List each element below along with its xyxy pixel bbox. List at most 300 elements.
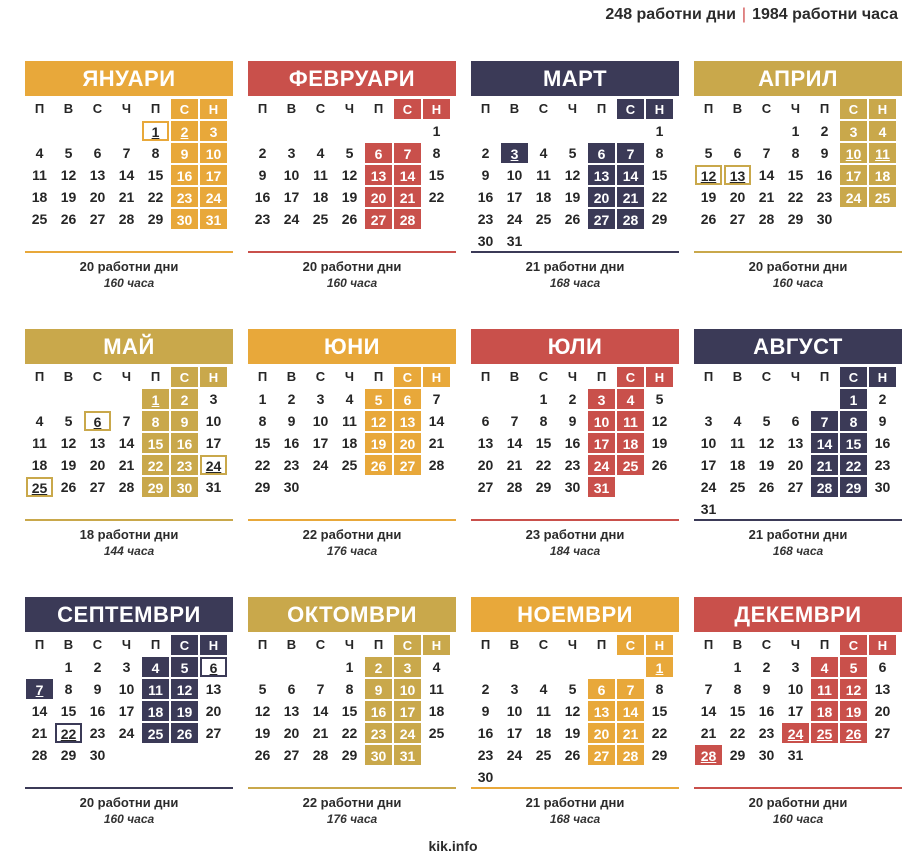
day-cell: 31: [587, 476, 616, 498]
day-cell: 24: [199, 186, 228, 208]
empty-cell: [83, 120, 112, 142]
empty-cell: [694, 120, 723, 142]
day-cell: 19: [651, 435, 668, 451]
day-cell: 3: [209, 391, 218, 407]
weekday-label: С: [170, 634, 199, 656]
month-title: ФЕВРУАРИ: [248, 61, 456, 96]
day-cell: 18: [810, 700, 839, 722]
day-cell: 13: [283, 703, 300, 719]
day-cell: 29: [141, 476, 170, 498]
day-cell: 11: [536, 703, 551, 719]
weekday-label: С: [92, 369, 103, 384]
day-cell: 9: [878, 413, 887, 429]
weekday-label: Ч: [567, 369, 578, 384]
weekday-label: П: [703, 369, 714, 384]
day-cell: 22: [141, 454, 170, 476]
day-cell: 25: [810, 722, 839, 744]
day-cell: 29: [651, 211, 668, 227]
month-title: ЮЛИ: [471, 329, 679, 364]
day-cell: 16: [477, 189, 494, 205]
working-hours-count: 168 часа: [549, 812, 601, 826]
working-days-count: 18 работни дни: [79, 527, 179, 542]
month-block: [694, 61, 902, 311]
empty-cell: [471, 120, 500, 142]
holiday-cell: 1: [141, 120, 170, 142]
weekday-label: С: [170, 366, 199, 388]
day-cell: 26: [364, 454, 393, 476]
month-days-grid: [694, 366, 902, 520]
day-cell: 7: [432, 391, 441, 407]
month-days-grid: [694, 98, 902, 230]
working-days-count: 23 работни дни: [525, 527, 625, 542]
weekday-label: С: [393, 634, 422, 656]
day-cell: 23: [758, 725, 775, 741]
weekday-label: В: [286, 637, 297, 652]
weekday-label: П: [480, 369, 491, 384]
day-cell: 1: [839, 388, 868, 410]
day-cell: 7: [616, 678, 645, 700]
weekday-label: Ч: [790, 637, 801, 652]
day-cell: 2: [287, 391, 296, 407]
day-cell: 21: [118, 457, 135, 473]
day-cell: 5: [64, 413, 73, 429]
day-cell: 30: [364, 744, 393, 766]
day-cell: 19: [364, 432, 393, 454]
day-cell: 19: [564, 725, 581, 741]
day-cell: 20: [89, 457, 106, 473]
day-cell: 9: [364, 678, 393, 700]
day-cell: 25: [31, 211, 48, 227]
day-cell: 7: [704, 681, 713, 697]
weekday-label: П: [257, 637, 268, 652]
day-cell: 28: [312, 747, 329, 763]
day-cell: 15: [141, 432, 170, 454]
day-cell: 20: [364, 186, 393, 208]
weekday-label: В: [509, 637, 520, 652]
day-cell: 26: [839, 722, 868, 744]
day-cell: 25: [312, 211, 329, 227]
weekday-label: С: [761, 101, 772, 116]
day-cell: 31: [205, 479, 222, 495]
empty-cell: [25, 656, 54, 678]
day-cell: 28: [616, 744, 645, 766]
weekday-label: Ч: [344, 101, 355, 116]
empty-cell: [558, 120, 587, 142]
weekday-label: П: [596, 637, 607, 652]
weekday-label: П: [596, 369, 607, 384]
day-cell: 26: [60, 211, 77, 227]
day-cell: 10: [393, 678, 422, 700]
day-cell: 7: [25, 678, 54, 700]
day-cell: 31: [787, 747, 804, 763]
day-cell: 18: [31, 457, 48, 473]
day-cell: 16: [564, 435, 581, 451]
holiday-cell: 13: [723, 164, 752, 186]
day-cell: 7: [316, 681, 325, 697]
day-cell: 24: [839, 186, 868, 208]
day-cell: 27: [89, 211, 106, 227]
day-cell: 30: [170, 208, 199, 230]
weekday-label: П: [150, 101, 161, 116]
day-cell: 27: [587, 208, 616, 230]
month-summary: [694, 787, 902, 826]
empty-cell: [616, 656, 645, 678]
day-cell: 23: [477, 211, 494, 227]
day-cell: 14: [810, 432, 839, 454]
day-cell: 20: [587, 722, 616, 744]
day-cell: 21: [700, 725, 717, 741]
day-cell: 31: [393, 744, 422, 766]
day-cell: 9: [568, 413, 577, 429]
day-cell: 20: [89, 189, 106, 205]
empty-cell: [587, 656, 616, 678]
month-title: МАЙ: [25, 329, 233, 364]
day-cell: 29: [839, 476, 868, 498]
day-cell: 29: [651, 747, 668, 763]
working-days-count: 20 работни дни: [302, 259, 402, 274]
working-hours-count: 144 часа: [103, 544, 155, 558]
weekday-label: С: [538, 369, 549, 384]
day-cell: 3: [587, 388, 616, 410]
day-cell: 11: [313, 167, 328, 183]
month-summary: [694, 251, 902, 290]
day-cell: 5: [704, 145, 713, 161]
working-hours-count: 160 часа: [772, 276, 824, 290]
day-cell: 21: [758, 189, 775, 205]
day-cell: 19: [170, 700, 199, 722]
working-hours-count: 176 часа: [326, 812, 378, 826]
day-cell: 5: [170, 656, 199, 678]
day-cell: 24: [781, 722, 810, 744]
day-cell: 10: [118, 681, 135, 697]
weekday-label: С: [315, 369, 326, 384]
weekday-label: Ч: [344, 637, 355, 652]
day-cell: 18: [31, 189, 48, 205]
empty-cell: [277, 656, 306, 678]
weekday-label: В: [286, 101, 297, 116]
day-cell: 4: [141, 656, 170, 678]
day-cell: 20: [477, 457, 494, 473]
day-cell: 30: [874, 479, 891, 495]
weekday-label: Ч: [567, 101, 578, 116]
day-cell: 2: [820, 123, 829, 139]
day-cell: 25: [868, 186, 897, 208]
weekday-label: П: [480, 637, 491, 652]
month-days-grid: [471, 98, 679, 252]
day-cell: 18: [428, 703, 445, 719]
day-cell: 8: [345, 681, 354, 697]
weekday-label: Ч: [121, 637, 132, 652]
day-cell: 29: [60, 747, 77, 763]
day-cell: 3: [500, 142, 529, 164]
total-working-hours: 1984 работни часа: [752, 6, 898, 23]
month-block: [25, 329, 233, 579]
day-cell: 22: [254, 457, 271, 473]
day-cell: 18: [616, 432, 645, 454]
empty-cell: [529, 656, 558, 678]
weekday-label: Н: [199, 98, 228, 120]
day-cell: 26: [341, 211, 358, 227]
day-cell: 21: [31, 725, 48, 741]
day-cell: 1: [791, 123, 800, 139]
weekday-label: С: [839, 98, 868, 120]
empty-cell: [25, 388, 54, 410]
day-cell: 22: [147, 189, 164, 205]
weekday-label: П: [257, 101, 268, 116]
day-cell: 26: [758, 479, 775, 495]
holiday-cell: 25: [25, 476, 54, 498]
day-cell: 28: [118, 211, 135, 227]
day-cell: 19: [254, 725, 271, 741]
day-cell: 30: [477, 769, 494, 785]
empty-cell: [723, 120, 752, 142]
day-cell: 19: [341, 189, 358, 205]
day-cell: 14: [616, 700, 645, 722]
month-summary: [471, 519, 679, 558]
empty-cell: [364, 120, 393, 142]
day-cell: 14: [758, 167, 775, 183]
month-title: ДЕКЕМВРИ: [694, 597, 902, 632]
weekday-label: П: [257, 369, 268, 384]
empty-cell: [752, 120, 781, 142]
day-cell: 20: [283, 725, 300, 741]
day-cell: 21: [616, 186, 645, 208]
day-cell: 23: [89, 725, 106, 741]
day-cell: 27: [393, 454, 422, 476]
day-cell: 21: [118, 189, 135, 205]
day-cell: 9: [258, 167, 267, 183]
day-cell: 15: [651, 167, 668, 183]
day-cell: 18: [312, 189, 329, 205]
day-cell: 17: [393, 700, 422, 722]
day-cell: 4: [316, 145, 325, 161]
weekday-label: П: [819, 101, 830, 116]
holiday-cell: 12: [694, 164, 723, 186]
day-cell: 3: [510, 681, 519, 697]
empty-cell: [83, 388, 112, 410]
empty-cell: [112, 120, 141, 142]
weekday-label: В: [732, 369, 743, 384]
empty-cell: [248, 120, 277, 142]
day-cell: 12: [254, 703, 271, 719]
empty-cell: [471, 388, 500, 410]
day-cell: 21: [312, 725, 329, 741]
day-cell: 9: [170, 410, 199, 432]
month-summary: [248, 519, 456, 558]
empty-cell: [54, 120, 83, 142]
day-cell: 10: [839, 142, 868, 164]
weekday-label: В: [63, 369, 74, 384]
weekday-label: С: [538, 637, 549, 652]
weekday-label: С: [92, 101, 103, 116]
day-cell: 29: [787, 211, 804, 227]
day-cell: 12: [60, 167, 77, 183]
day-cell: 18: [535, 725, 552, 741]
day-cell: 1: [645, 656, 674, 678]
day-cell: 24: [393, 722, 422, 744]
day-cell: 12: [60, 435, 77, 451]
day-cell: 23: [477, 747, 494, 763]
day-cell: 28: [810, 476, 839, 498]
day-cell: 9: [287, 413, 296, 429]
day-cell: 27: [477, 479, 494, 495]
day-cell: 6: [733, 145, 742, 161]
weekday-label: Н: [868, 98, 897, 120]
day-cell: 17: [839, 164, 868, 186]
empty-cell: [500, 120, 529, 142]
day-cell: 20: [874, 703, 891, 719]
day-cell: 28: [428, 457, 445, 473]
day-cell: 15: [60, 703, 77, 719]
month-title: ОКТОМВРИ: [248, 597, 456, 632]
weekday-label: П: [34, 637, 45, 652]
working-hours-count: 160 часа: [326, 276, 378, 290]
weekday-label: Н: [422, 634, 451, 656]
month-days-grid: [248, 366, 456, 498]
empty-cell: [335, 120, 364, 142]
day-cell: 14: [312, 703, 329, 719]
day-cell: 5: [568, 681, 577, 697]
empty-cell: [752, 388, 781, 410]
day-cell: 11: [429, 681, 444, 697]
weekday-label: П: [34, 369, 45, 384]
day-cell: 8: [791, 145, 800, 161]
day-cell: 11: [616, 410, 645, 432]
day-cell: 8: [655, 145, 664, 161]
empty-cell: [306, 656, 335, 678]
day-cell: 1: [141, 388, 170, 410]
day-cell: 21: [428, 435, 445, 451]
empty-cell: [25, 120, 54, 142]
day-cell: 4: [733, 413, 742, 429]
weekday-label: П: [373, 637, 384, 652]
day-cell: 8: [539, 413, 548, 429]
day-cell: 5: [64, 145, 73, 161]
day-cell: 25: [535, 211, 552, 227]
working-hours-count: 160 часа: [103, 812, 155, 826]
weekday-label: С: [761, 637, 772, 652]
weekday-label: Ч: [567, 637, 578, 652]
month-block: [248, 597, 456, 847]
weekday-label: В: [63, 637, 74, 652]
weekday-label: В: [63, 101, 74, 116]
day-cell: 7: [810, 410, 839, 432]
day-cell: 27: [89, 479, 106, 495]
day-cell: 29: [147, 211, 164, 227]
day-cell: 15: [651, 703, 668, 719]
month-summary: [694, 519, 902, 558]
day-cell: 1: [258, 391, 267, 407]
day-cell: 20: [393, 432, 422, 454]
weekday-label: П: [34, 101, 45, 116]
day-cell: 24: [283, 211, 300, 227]
day-cell: 30: [758, 747, 775, 763]
weekday-label: С: [616, 98, 645, 120]
day-cell: 6: [364, 142, 393, 164]
day-cell: 22: [839, 454, 868, 476]
day-cell: 4: [35, 413, 44, 429]
day-cell: 3: [199, 120, 228, 142]
day-cell: 22: [729, 725, 746, 741]
month-title: ЮНИ: [248, 329, 456, 364]
day-cell: 18: [341, 435, 358, 451]
empty-cell: [500, 656, 529, 678]
day-cell: 4: [810, 656, 839, 678]
weekday-label: П: [150, 369, 161, 384]
day-cell: 4: [539, 681, 548, 697]
month-block: [25, 61, 233, 311]
day-cell: 7: [510, 413, 519, 429]
day-cell: 26: [564, 747, 581, 763]
month-days-grid: [694, 634, 902, 766]
day-cell: 15: [729, 703, 746, 719]
weekday-label: Н: [645, 98, 674, 120]
day-cell: 10: [787, 681, 804, 697]
day-cell: 2: [878, 391, 887, 407]
day-cell: 30: [283, 479, 300, 495]
day-cell: 22: [535, 457, 552, 473]
empty-cell: [248, 656, 277, 678]
weekday-label: Н: [645, 366, 674, 388]
day-cell: 11: [141, 678, 170, 700]
day-cell: 7: [122, 145, 131, 161]
day-cell: 25: [729, 479, 746, 495]
day-cell: 13: [477, 435, 494, 451]
day-cell: 14: [616, 164, 645, 186]
day-cell: 17: [199, 164, 228, 186]
day-cell: 17: [506, 725, 523, 741]
day-cell: 10: [506, 167, 523, 183]
weekday-label: Н: [868, 366, 897, 388]
working-days-count: 21 работни дни: [525, 259, 625, 274]
day-cell: 2: [568, 391, 577, 407]
day-cell: 29: [729, 747, 746, 763]
day-cell: 5: [364, 388, 393, 410]
day-cell: 8: [141, 410, 170, 432]
working-days-count: 20 работни дни: [79, 795, 179, 810]
working-hours-count: 176 часа: [326, 544, 378, 558]
empty-cell: [616, 120, 645, 142]
month-summary: [248, 787, 456, 826]
day-cell: 10: [587, 410, 616, 432]
empty-cell: [694, 656, 723, 678]
day-cell: 7: [122, 413, 131, 429]
weekday-label: С: [393, 366, 422, 388]
day-cell: 25: [428, 725, 445, 741]
weekday-label: П: [596, 101, 607, 116]
day-cell: 3: [839, 120, 868, 142]
month-summary: [25, 519, 233, 558]
day-cell: 8: [432, 145, 441, 161]
day-cell: 27: [587, 744, 616, 766]
empty-cell: [500, 388, 529, 410]
month-summary: [25, 787, 233, 826]
day-cell: 21: [393, 186, 422, 208]
month-block: [694, 329, 902, 579]
month-days-grid: [25, 634, 233, 766]
day-cell: 13: [89, 435, 106, 451]
month-block: [694, 597, 902, 847]
day-cell: 9: [170, 142, 199, 164]
day-cell: 19: [60, 457, 77, 473]
day-cell: 17: [787, 703, 804, 719]
weekday-label: П: [373, 101, 384, 116]
day-cell: 16: [816, 167, 833, 183]
day-cell: 30: [170, 476, 199, 498]
day-cell: 20: [587, 186, 616, 208]
day-cell: 21: [506, 457, 523, 473]
day-cell: 29: [535, 479, 552, 495]
